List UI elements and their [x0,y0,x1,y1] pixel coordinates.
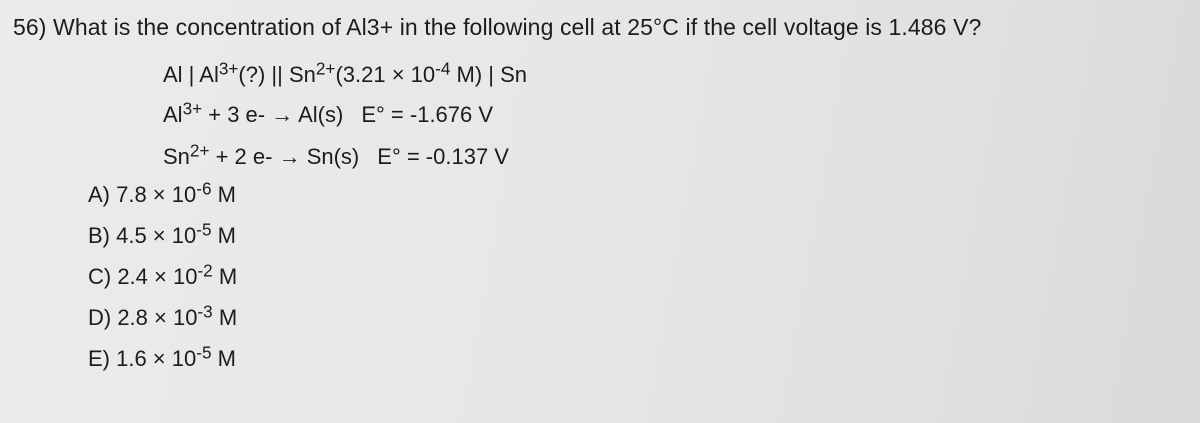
cell-notation-conc: (3.21 × 10 [335,62,436,87]
option-prefix: D) 2.8 × 10 [88,305,198,330]
answer-option-c[interactable] [88,256,237,297]
option-exponent: -5 [196,342,212,363]
half-reaction-charge: 3+ [182,98,203,119]
option-unit: M [211,182,236,207]
half-reaction-rest: + 3 e- → Al(s) [202,102,344,127]
half-reaction-ion: Al [163,102,183,127]
half-reaction-potential: E° = -0.137 V [377,144,509,169]
option-unit: M [211,346,236,371]
question-text: 56) What is the concentration of Al3+ in the following cell at 25°C if the cell voltage is 1.486 V? [13,14,982,40]
option-unit: M [212,264,238,289]
cell-notation [163,58,528,88]
half-reaction-aluminum [163,98,494,128]
answer-option-b[interactable] [88,215,237,256]
half-reaction-ion: Sn [163,144,190,169]
option-unit: M [212,305,238,330]
sn-charge: 2+ [315,58,336,79]
half-reaction-charge: 2+ [189,140,210,161]
answer-option-d[interactable] [88,297,237,338]
cell-notation-left: Al | Al [163,62,219,87]
half-reaction-rest: + 2 e- → Sn(s) [209,144,360,169]
cell-notation-end: M) | Sn [450,62,528,87]
option-prefix: B) 4.5 × 10 [88,223,197,248]
option-exponent: -5 [196,219,212,240]
half-reaction-tin [163,140,509,170]
half-reaction-potential: E° = -1.676 V [361,102,494,127]
answer-option-a[interactable] [88,174,237,215]
conc-exponent: -4 [435,58,451,79]
answer-option-e[interactable] [88,338,237,379]
option-exponent: -3 [197,301,213,322]
answer-options [88,174,237,379]
option-prefix: A) 7.8 × 10 [88,182,197,207]
option-prefix: E) 1.6 × 10 [88,346,197,371]
cell-notation-mid: (?) || Sn [238,62,316,87]
option-exponent: -6 [196,178,212,199]
al-charge: 3+ [218,58,239,79]
option-prefix: C) 2.4 × 10 [88,264,198,289]
option-unit: M [211,223,236,248]
option-exponent: -2 [197,260,213,281]
